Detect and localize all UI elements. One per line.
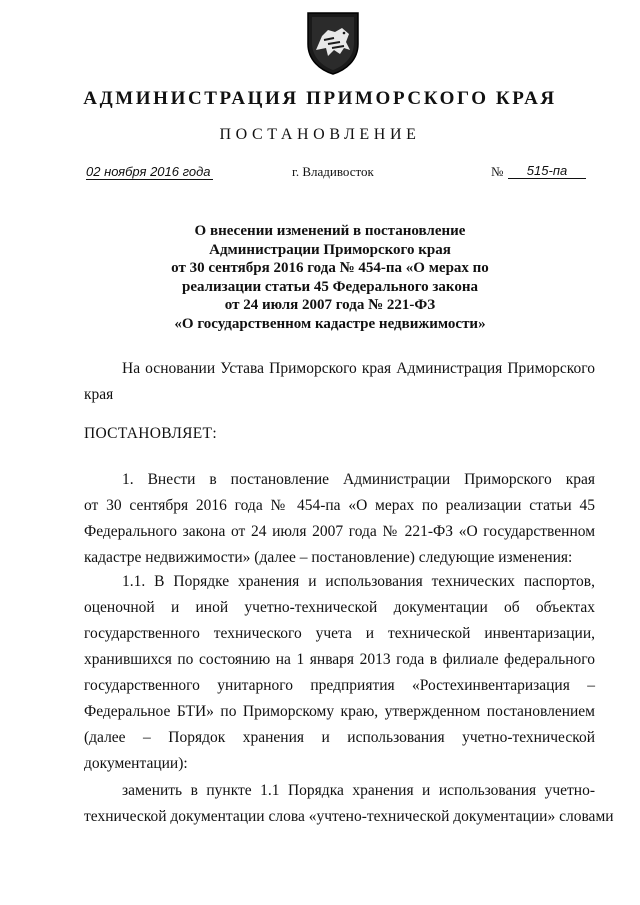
paragraph-line: кадастре недвижимости» (далее – постановление) следующие изменения: xyxy=(84,549,573,566)
paragraph-line: 1. Внести в постановление Администрации Приморского края xyxy=(122,471,595,488)
paragraph-line: государственного технического учета и технической инвентаризации, xyxy=(84,625,595,642)
paragraph-line: технической документации слова «учтено-технической документации» словами xyxy=(84,808,614,825)
document-number-label: № xyxy=(491,164,504,179)
heading-line: от 30 сентября 2016 года № 454-па «О мерах по xyxy=(171,260,489,276)
item-1-1-paragraph xyxy=(84,572,595,780)
paragraph-line: хранившихся по состоянию на 1 января 2013 года в филиале федерального xyxy=(84,651,595,668)
document-city: г. Владивосток xyxy=(292,164,374,179)
paragraph-line: государственного унитарного предприятия «Ростехинвентаризация – xyxy=(84,677,595,694)
organization-title: АДМИНИСТРАЦИЯ ПРИМОРСКОГО КРАЯ xyxy=(83,88,557,109)
replace-paragraph xyxy=(84,781,614,833)
document-heading xyxy=(150,222,510,333)
paragraph-line: заменить в пункте 1.1 Порядка хранения и использования учетно- xyxy=(122,782,595,799)
paragraph-line: края xyxy=(84,386,114,403)
paragraph-line: На основании Устава Приморского края Администрация Приморского xyxy=(122,360,595,377)
heading-line: О внесении изменений в постановление xyxy=(194,223,466,239)
paragraph-line: (далее – Порядок хранения и использования учетно-технической xyxy=(84,729,595,746)
document-number: 515-па xyxy=(508,164,586,179)
document-type: ПОСТАНОВЛЕНИЕ xyxy=(219,126,421,143)
paragraph-line: документации): xyxy=(84,755,188,772)
paragraph-line: от 30 сентября 2016 года № 454-па «О мерах по реализации статьи 45 xyxy=(84,497,595,514)
document-date: 02 ноября 2016 года xyxy=(86,164,211,179)
heading-line: реализации статьи 45 Федерального закона xyxy=(181,278,478,295)
paragraph-line: Федерального закона от 24 июля 2007 года № 221-ФЗ «О государственном xyxy=(84,523,595,540)
heading-line: Администрации Приморского края xyxy=(209,241,451,258)
heading-line: от 24 июля 2007 года № 221-ФЗ xyxy=(224,297,436,313)
heading-line: «О государственном кадастре недвижимости» xyxy=(174,315,486,332)
resolve-heading: ПОСТАНОВЛЯЕТ: xyxy=(84,425,217,442)
basis-paragraph xyxy=(84,359,595,411)
paragraph-line: 1.1. В Порядке хранения и использования технических паспортов, xyxy=(122,573,595,590)
coat-of-arms-icon xyxy=(304,10,362,76)
paragraph-line: Федеральное БТИ» по Приморскому краю, утвержденном постановлением xyxy=(84,703,595,720)
item-1-paragraph xyxy=(84,470,595,574)
paragraph-line: оценочной и иной учетно-технической документации об объектах xyxy=(84,599,595,616)
